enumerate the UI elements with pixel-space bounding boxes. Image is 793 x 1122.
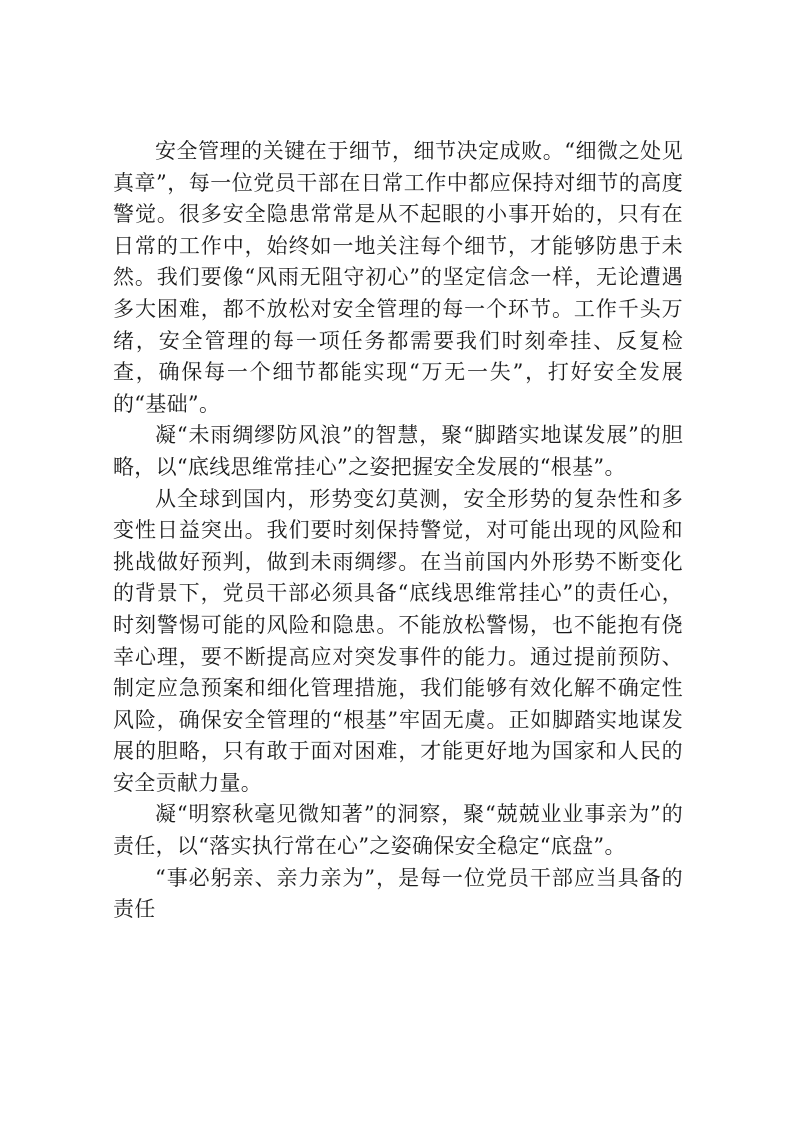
document-body	[113, 136, 683, 926]
paragraph: 从全球到国内，形势变幻莫测，安全形势的复杂性和多变性日益突出。我们要时刻保持警觉，对可能出现的风险和挑战做好预判，做到未雨绸缪。在当前国内外形势不断变化的背景下，党员干部必须具备“底线思维常挂心”的责任心，时刻警惕可能的风险和隐患。不能放松警惕，也不能抱有侥幸心理，要不断提高应对突发事件的能力。通过提前预防、制定应急预案和细化管理措施，我们能够有效化解不确定性风险，确保安全管理的“根基”牢固无虞。正如脚踏实地谋发展的胆略，只有敢于面对困难，才能更好地为国家和人民的安全贡献力量。	[113, 486, 683, 795]
paragraph: “事必躬亲、亲力亲为”，是每一位党员干部应当具备的责任	[113, 865, 683, 922]
paragraph: 凝“明察秋毫见微知著”的洞察，聚“兢兢业业事亲为”的责任，以“落实执行常在心”之姿确保安全稳定“底盘”。	[113, 802, 683, 859]
paragraph: 安全管理的关键在于细节，细节决定成败。“细微之处见真章”，每一位党员干部在日常工作中都应保持对细节的高度警觉。很多安全隐患常常是从不起眼的小事开始的，只有在日常的工作中，始终如一地关注每个细节，才能够防患于未然。我们要像“风雨无阻守初心”的坚定信念一样，无论遭遇多大困难，都不放松对安全管理的每一个环节。工作千头万绪，安全管理的每一项任务都需要我们时刻牵挂、反复检查，确保每一个细节都能实现“万无一失”，打好安全发展的“基础”。	[113, 139, 683, 416]
paragraph: 凝“未雨绸缪防风浪”的智慧，聚“脚踏实地谋发展”的胆略，以“底线思维常挂心”之姿把握安全发展的“根基”。	[113, 423, 683, 479]
